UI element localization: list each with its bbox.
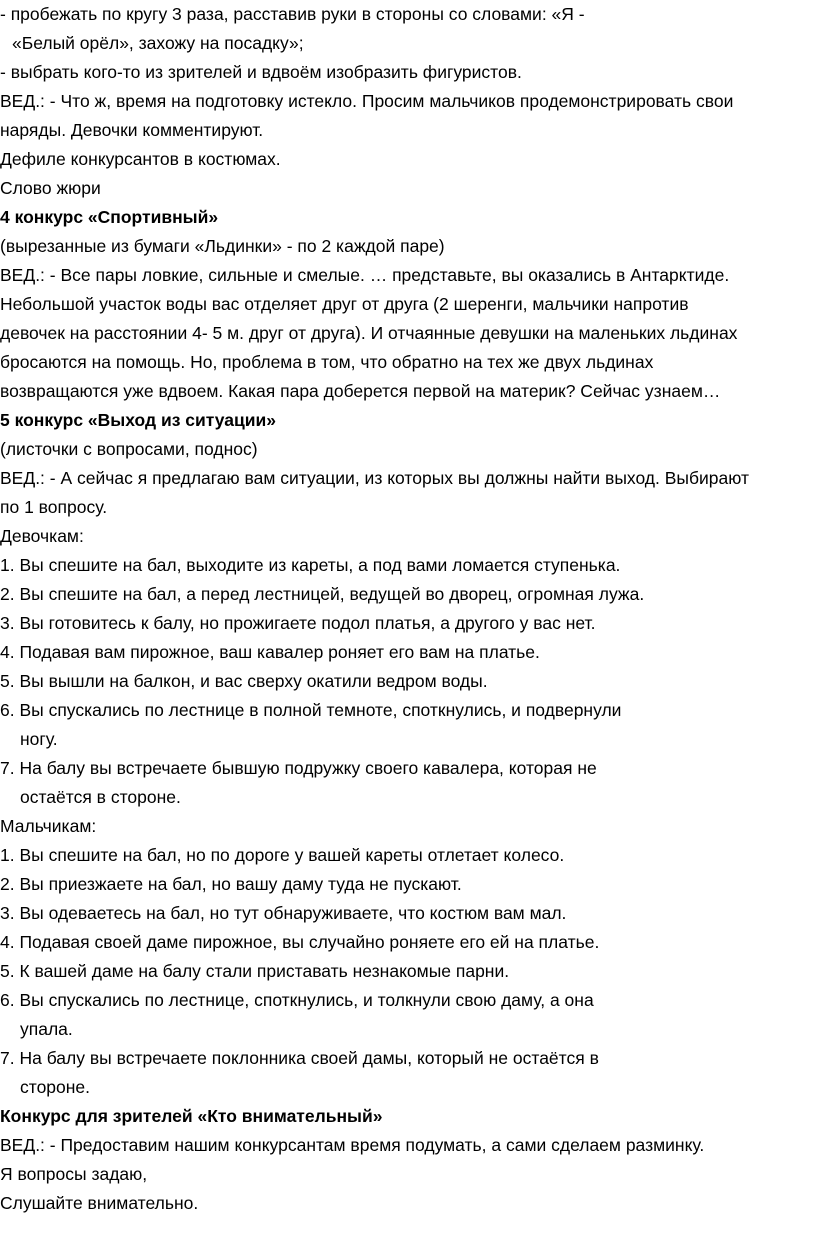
list-item: 2. Вы приезжаете на бал, но вашу даму туда не пускают. <box>0 874 462 894</box>
text-line: (вырезанные из бумаги «Льдинки» - по 2 каждой паре) <box>0 236 445 256</box>
text-line: Слушайте внимательно. <box>0 1193 199 1213</box>
text-line: Я вопросы задаю, <box>0 1164 148 1184</box>
list-item: 1. Вы спешите на бал, но по дороге у вашей кареты отлетает колесо. <box>0 845 565 865</box>
text-line: (листочки с вопросами, поднос) <box>0 439 258 459</box>
text-line: - выбрать кого-то из зрителей и вдвоём изобразить фигуристов. <box>0 62 522 82</box>
text-line: «Белый орёл», захожу на посадку»; <box>12 33 304 53</box>
list-item: 3. Вы одеваетесь на бал, но тут обнаруживаете, что костюм вам мал. <box>0 903 567 923</box>
list-item-continuation: ногу. <box>20 729 58 749</box>
text-line: девочек на расстоянии 4- 5 м. друг от друга). И отчаянные девушки на маленьких льдинах <box>0 323 738 343</box>
text-line: Слово жюри <box>0 178 101 198</box>
text-line: Небольшой участок воды вас отделяет друг от друга (2 шеренги, мальчики напротив <box>0 294 689 314</box>
list-item: 3. Вы готовитесь к балу, но прожигаете подол платья, а другого у вас нет. <box>0 613 596 633</box>
text-line: бросаются на помощь. Но, проблема в том, что обратно на тех же двух льдинах <box>0 352 654 372</box>
text-line: Девочкам: <box>0 526 84 546</box>
section-heading: 4 конкурс «Спортивный» <box>0 207 219 227</box>
list-item: 5. К вашей даме на балу стали приставать незнакомые парни. <box>0 961 510 981</box>
list-item: 5. Вы вышли на балкон, и вас сверху окатили ведром воды. <box>0 671 488 691</box>
list-item-continuation: стороне. <box>20 1077 91 1097</box>
text-line: - пробежать по кругу 3 раза, расставив руки в стороны со словами: «Я - <box>0 4 585 24</box>
section-heading: Конкурс для зрителей «Кто внимательный» <box>0 1106 383 1126</box>
list-item: 6. Вы спускались по лестнице в полной темноте, споткнулись, и подвернули <box>0 700 622 720</box>
text-line: ВЕД.: - Все пары ловкие, сильные и смелые. … представьте, вы оказались в Антарктиде. <box>0 265 730 285</box>
list-item-continuation: остаётся в стороне. <box>20 787 181 807</box>
text-line: ВЕД.: - Что ж, время на подготовку истекло. Просим мальчиков продемонстрировать свои <box>0 91 734 111</box>
list-item: 4. Подавая вам пирожное, ваш кавалер роняет его вам на платье. <box>0 642 540 662</box>
text-line: по 1 вопросу. <box>0 497 108 517</box>
list-item-continuation: упала. <box>20 1019 73 1039</box>
list-item: 6. Вы спускались по лестнице, споткнулись, и толкнули свою даму, а она <box>0 990 594 1010</box>
list-item: 7. На балу вы встречаете поклонника своей дамы, который не остаётся в <box>0 1048 599 1068</box>
text-line: ВЕД.: - Предоставим нашим конкурсантам время подумать, а сами сделаем разминку. <box>0 1135 705 1155</box>
text-line: Дефиле конкурсантов в костюмах. <box>0 149 281 169</box>
list-item: 1. Вы спешите на бал, выходите из кареты, а под вами ломается ступенька. <box>0 555 621 575</box>
list-item: 2. Вы спешите на бал, а перед лестницей, ведущей во дворец, огромная лужа. <box>0 584 645 604</box>
text-line: наряды. Девочки комментируют. <box>0 120 264 140</box>
text-line: Мальчикам: <box>0 816 97 836</box>
list-item: 7. На балу вы встречаете бывшую подружку своего кавалера, которая не <box>0 758 597 778</box>
section-heading: 5 конкурс «Выход из ситуации» <box>0 410 277 430</box>
list-item: 4. Подавая своей даме пирожное, вы случайно роняете его ей на платье. <box>0 932 600 952</box>
text-line: возвращаются уже вдвоем. Какая пара доберется первой на материк? Сейчас узнаем… <box>0 381 721 401</box>
text-line: ВЕД.: - А сейчас я предлагаю вам ситуации, из которых вы должны найти выход. Выбирают <box>0 468 750 488</box>
